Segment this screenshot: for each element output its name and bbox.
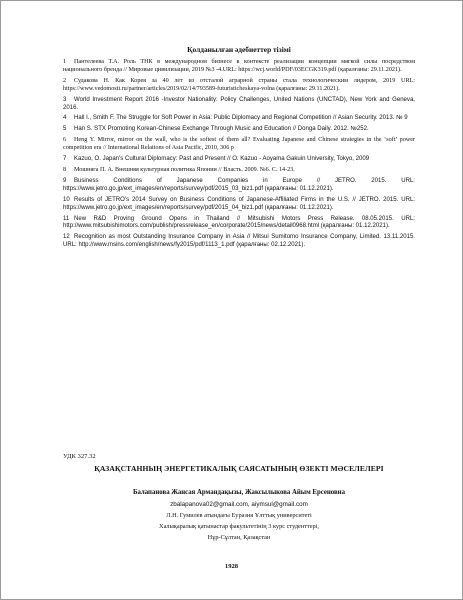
reference-text: Судакова Н. Как Корея за 40 лет из отсталой аграрной страны стала технологическим лидером, 2019 URL: https://www.vedomosti.ru/partner/articles/2019/02/14/793589-futuristicheskaya-volna (қаралғаны: 29.11.2021).	[63, 77, 415, 92]
reference-number: 5	[63, 126, 67, 133]
reference-text: Мошняга П. А. Внешняя культурная политика Японии // Власть. 2009. №6. С. 14-23.	[74, 166, 295, 173]
page-number: 1928	[224, 563, 239, 570]
reference-number: 4	[63, 115, 67, 122]
author-emails: zbalapanova02@gmail.com, aiymsul@gmail.com	[170, 501, 308, 508]
reference-item	[63, 78, 415, 94]
reference-item	[63, 234, 415, 250]
reference-item	[63, 156, 415, 164]
author-city: Нұр-Сұлтан, Қазақстан	[207, 534, 271, 541]
reference-item	[63, 97, 415, 113]
reference-number: 10	[63, 196, 70, 203]
reference-number: 12	[63, 234, 70, 241]
reference-number: 8	[63, 166, 67, 173]
reference-text: Recognition as most Outstanding Insurance Company in Asia // Mitsui Sumitomo Insurance Company, Limited. 13.11.2015. URL: http://www.msins.com/english/news/fy2015/pdf/1113_1.pdf (қаралғаны: 02.12.2021).	[63, 234, 415, 249]
references-title: Қолданылған әдебиеттер тізімі	[187, 45, 291, 54]
reference-text: Han S. STX Promoting Korean-Chinese Exchange Through Music and Education // Donga Daily. 2012. №252.	[74, 126, 369, 133]
reference-item	[63, 126, 415, 134]
reference-number: 1	[63, 59, 67, 65]
reference-text: New R&D Proving Ground Opens in Thailand // Mitsubishi Motors Press Release. 08.05.2015. URL: http://www.mitsubishimotors.com/publish/pressrelease_en/corporate/2015/news/detail0968.html (қаралғаны: 01.12.2021).	[63, 215, 415, 230]
reference-number: 6	[63, 137, 67, 144]
reference-item	[63, 197, 415, 213]
author-faculty: Халықаралық қатынастар факультетінің 3 курс студенттері,	[159, 523, 319, 530]
reference-number: 2	[63, 77, 67, 84]
reference-text: Пантелеева Т.А. Роль ТНК в международном бизнесе в контексте реализации концепции мягкой силы посредством национального бренда // Мировые цивилизации, 2019 №3 -4.URL: https://wcj.world/PDF/03ECGK319.pdf (қаралғаны: 29.11.2021).	[63, 59, 415, 73]
reference-text: Hall I., Smith F. The Struggle for Soft Power in Asia: Public Diplomacy and Regional Competition // Asian Security. 2013. № 9	[74, 115, 408, 122]
reference-item	[63, 137, 415, 153]
udk-code: УДК 327.32	[63, 453, 96, 460]
reference-number: 3	[63, 96, 67, 103]
reference-item	[63, 167, 415, 175]
article-authors: Балапанова Жансая Армандақызы, Жаксылыкова Айым Ерсеновна	[132, 489, 345, 496]
references-list	[63, 59, 415, 250]
reference-text: Results of JETRO’s 2014 Survey on Business Conditions of Japanese-Affiliated Firms in the U.S. // JETRO. 2015. URL: https://www.jetro.go.jp/ext_images/en/reports/survey/pdf/2015_04_biz1.pdf (қаралғаны: 01.12.2021).	[63, 196, 415, 211]
author-university: Л.Н. Гумилев атындағы Еуразия Ұлттық университеті	[166, 512, 312, 519]
reference-number: 9	[63, 177, 67, 184]
reference-item	[63, 115, 415, 123]
references-section	[63, 45, 415, 253]
reference-text: Business Conditions of Japanese Companies in Europe // JETRO. 2015. URL: https://www.jetro.go.jp/ext_images/en/reports/survey/pdf/2015_03_biz1.pdf (қаралғаны: 01.12.2021).	[63, 177, 415, 192]
reference-text: Heng Y. Mirror, mirror on the wall, who is the softest of them all? Evaluating Japanese and Chinese strategies in the ‘soft’ power competition era // International Relations of Asia Pacific, 2010, 306 p	[63, 137, 415, 152]
article-header	[63, 453, 415, 545]
reference-text: World Investment Report 2016 -Investor Nationality: Policy Challenges, United Nations (UNCTAD), New York and Geneva, 2016.	[63, 96, 415, 111]
reference-item	[63, 178, 415, 194]
reference-item	[63, 216, 415, 232]
reference-number: 7	[63, 156, 67, 163]
reference-number: 11	[63, 215, 70, 222]
article-title: ҚАЗАҚСТАННЫҢ ЭНЕРГЕТИКАЛЫҚ САЯСАТЫНЫҢ ӨЗЕКТІ МӘСЕЛЕЛЕРІ	[94, 464, 384, 473]
reference-item	[63, 59, 415, 75]
reference-text: Kazuo, O. Japan’s Cultural Diplomacy: Past and Present // O. Kazuo - Aoyama Gakuin University, Tokyo, 2009	[74, 156, 370, 163]
